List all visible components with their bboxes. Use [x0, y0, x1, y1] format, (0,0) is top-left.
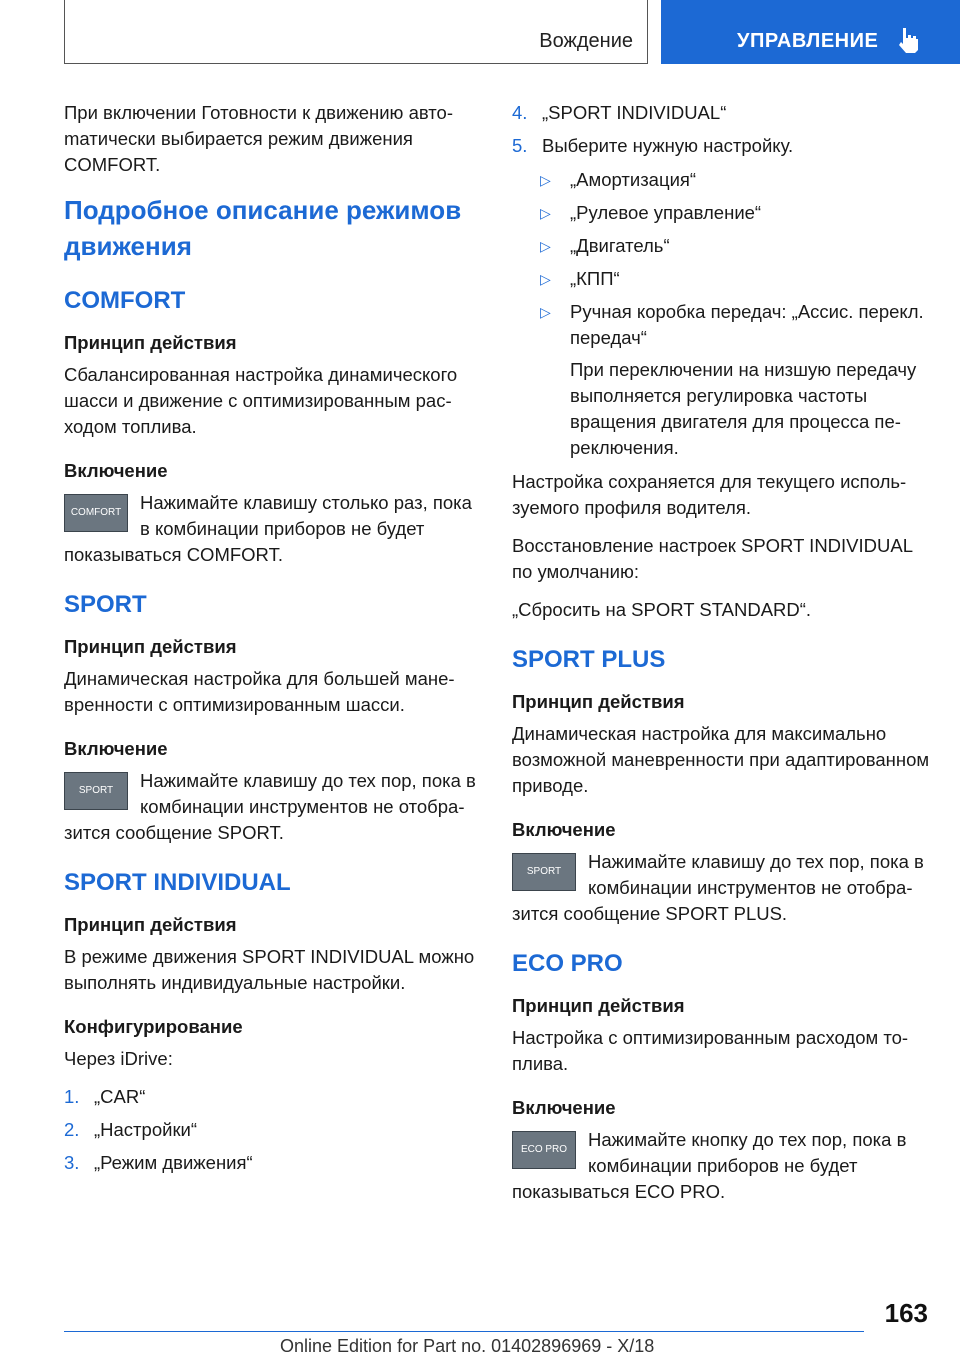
- sport-plus-heading: SPORT PLUS: [512, 646, 666, 673]
- list-item: [512, 233, 932, 259]
- option-text: „Рулевое управление“: [570, 202, 762, 223]
- individual-principle-text: В режиме движения SPORT INDIVIDUAL можно выполнять индивидуальные настройки.: [64, 946, 475, 993]
- list-item: [512, 100, 932, 126]
- footer-edition: Online Edition for Part no. 01402896969 - X/18: [280, 1336, 655, 1356]
- list-item: [64, 1084, 482, 1110]
- list-item: [512, 133, 932, 159]
- eco-pro-button-image: ECO PRO: [512, 1131, 576, 1169]
- eco-pro-principle-text: Настройка с оптимизированным расходом топлива.: [512, 1027, 909, 1074]
- list-item: [64, 1117, 482, 1143]
- triangle-bullet-icon: ▷: [540, 304, 551, 320]
- sport-plus-activation-text: Нажимайте клавишу до тех пор, пока в комбинации инструментов не отобразится сообщение SPORT PLUS.: [512, 851, 924, 924]
- comfort-activation: [64, 490, 482, 568]
- sport-activation: [64, 768, 482, 846]
- option-text: „КПП“: [570, 268, 620, 289]
- comfort-activation-text: Нажимайте клавишу столько раз, пока в комбинации приборов не будет показываться COMFORT.: [64, 492, 472, 565]
- page-title: Подробное описание режимов движения: [64, 195, 462, 261]
- right-column: [512, 100, 932, 1217]
- step-number: 2.: [64, 1119, 80, 1140]
- eco-pro-heading: ECO PRO: [512, 950, 623, 977]
- sport-principle-label: Принцип действия: [64, 636, 237, 657]
- comfort-button-image: COMFORT: [64, 494, 128, 532]
- options-list: [512, 167, 932, 461]
- sport-plus-activation: [512, 849, 932, 927]
- sport-button-image: SPORT: [64, 772, 128, 810]
- step-text: „Режим движения“: [94, 1152, 253, 1173]
- tab-driving-label: Вождение: [539, 30, 633, 52]
- eco-pro-activation: [512, 1127, 932, 1205]
- triangle-bullet-icon: ▷: [540, 271, 551, 287]
- individual-principle-label: Принцип действия: [64, 914, 237, 935]
- sport-plus-principle-text: Динамическая настройка для максимально возможной маневренности при адаптированном приводе.: [512, 723, 930, 796]
- list-item: [512, 200, 932, 226]
- step-number: 4.: [512, 102, 528, 123]
- step-number: 1.: [64, 1086, 80, 1107]
- footer-divider: [64, 1331, 864, 1332]
- restore-note: Восстановление настроек SPORT INDIVIDUAL по умолчанию:: [512, 535, 913, 582]
- left-column: [64, 100, 482, 1184]
- option-text: „Амортизация“: [570, 169, 697, 190]
- step-number: 5.: [512, 135, 528, 156]
- comfort-principle-label: Принцип действия: [64, 332, 237, 353]
- sport-activation-label: Включение: [64, 738, 168, 759]
- option-text: „Двигатель“: [570, 235, 670, 256]
- eco-pro-principle-label: Принцип действия: [512, 995, 685, 1016]
- tab-driving[interactable]: [64, 0, 648, 64]
- tab-control-label: УПРАВЛЕНИЕ: [737, 30, 879, 52]
- step-text: „Настройки“: [94, 1119, 198, 1140]
- list-item: [64, 1150, 482, 1176]
- page-number: 163: [884, 1298, 928, 1328]
- sport-plus-principle-label: Принцип действия: [512, 691, 685, 712]
- sport-activation-text: Нажимайте клавишу до тех пор, пока в комбинации инструментов не отобразится сообщение SPORT.: [64, 770, 476, 843]
- sport-heading: SPORT: [64, 591, 147, 618]
- intro-text: При включении Готовности к движению автоmатически выбирается режим движения COMFORT.: [64, 102, 454, 175]
- header-tabs: [0, 0, 960, 66]
- triangle-bullet-icon: ▷: [540, 172, 551, 188]
- option-note: При переключении на низшую передачу выполняется регулировка частоты вращения двигателя для процесса переключения.: [570, 359, 917, 458]
- list-item: [512, 266, 932, 292]
- step-text: Выберите нужную настройку.: [542, 135, 794, 156]
- saved-note: Настройка сохраняется для текущего используемого профиля водителя.: [512, 471, 907, 518]
- individual-config-text: Через iDrive:: [64, 1048, 173, 1069]
- sport-plus-activation-label: Включение: [512, 819, 616, 840]
- comfort-heading: COMFORT: [64, 287, 186, 314]
- option-text: Ручная коробка передач: „Ассис. перекл. передач“: [570, 301, 924, 348]
- comfort-principle-text: Сбалансированная настройка динамического шасси и движение с оптимизированным расходом топлива.: [64, 364, 458, 437]
- config-steps-list: [64, 1084, 482, 1176]
- step-text: „SPORT INDIVIDUAL“: [542, 102, 727, 123]
- individual-heading: SPORT INDIVIDUAL: [64, 869, 291, 896]
- sport-plus-button-image: SPORT: [512, 853, 576, 891]
- list-item: [512, 299, 932, 461]
- config-steps-list-continued: [512, 100, 932, 159]
- eco-pro-activation-text: Нажимайте кнопку до тех пор, пока в комбинации приборов не будет показываться ECO PRO.: [512, 1129, 907, 1202]
- list-item: [512, 167, 932, 193]
- eco-pro-activation-label: Включение: [512, 1097, 616, 1118]
- triangle-bullet-icon: ▷: [540, 205, 551, 221]
- step-number: 3.: [64, 1152, 80, 1173]
- triangle-bullet-icon: ▷: [540, 238, 551, 254]
- individual-config-label: Конфигурирование: [64, 1016, 243, 1037]
- restore-value: „Сбросить на SPORT STANDARD“.: [512, 599, 812, 620]
- sport-principle-text: Динамическая настройка для большей маневренности с оптимизированным шасси.: [64, 668, 455, 715]
- step-text: „CAR“: [94, 1086, 146, 1107]
- comfort-activation-label: Включение: [64, 460, 168, 481]
- hand-pointer-icon: [897, 26, 921, 54]
